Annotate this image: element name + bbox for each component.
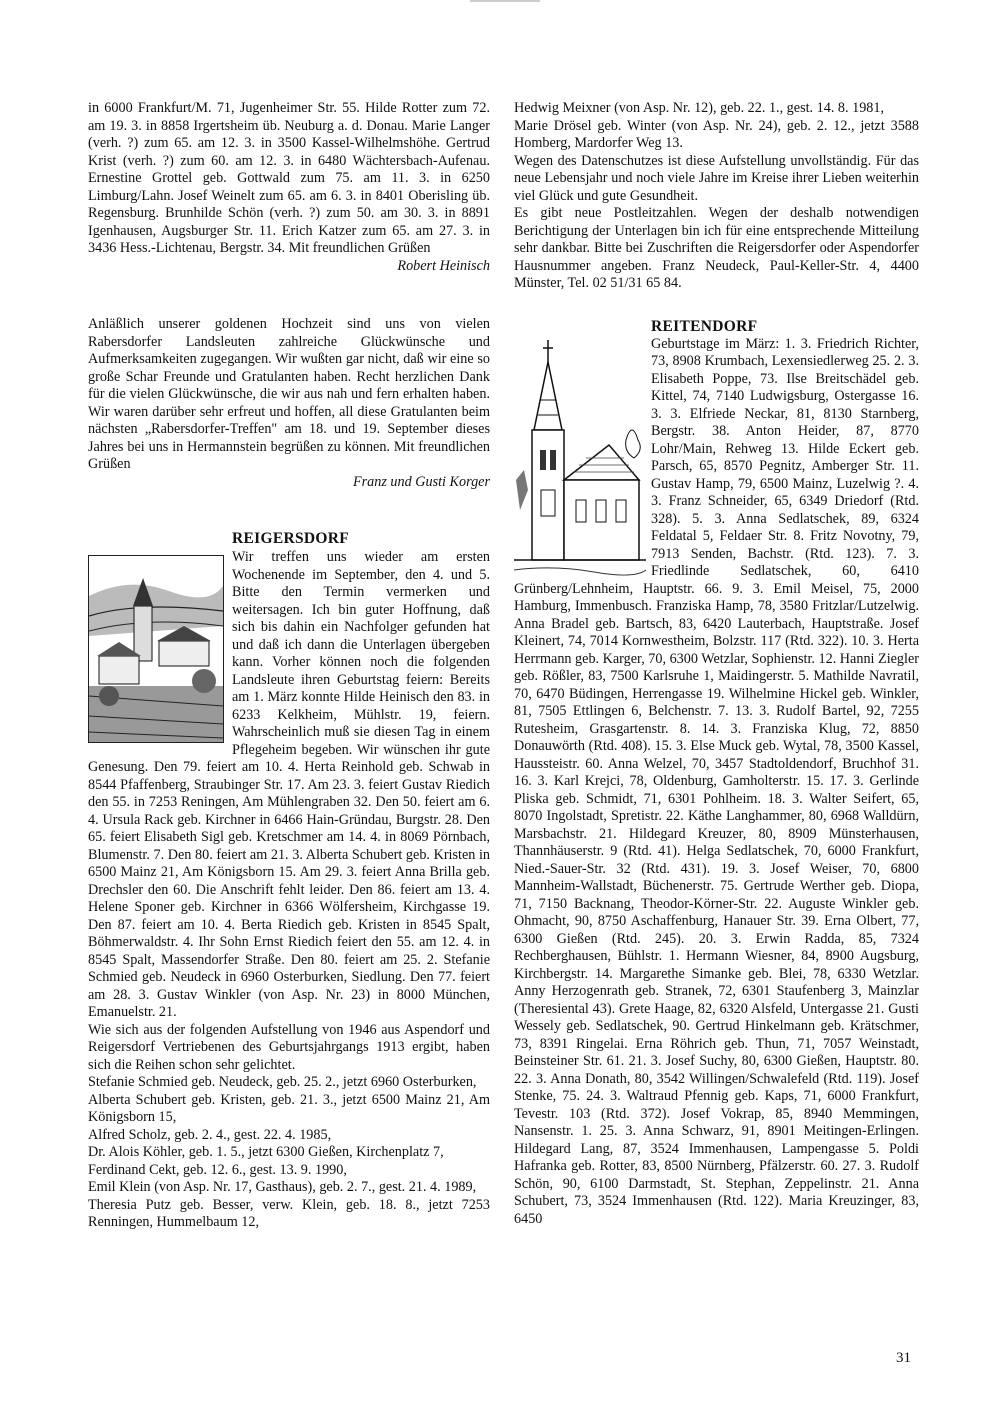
list-intro: Wie sich aus der folgenden Aufstellung von 1946 aus Aspendorf und Reigersdorf Vertriebenen des Geburtsjahrgangs 1913 ergibt, haben sich die Reihen schon sehr gelichtet. (88, 1021, 490, 1073)
list-item: Emil Klein (von Asp. Nr. 17, Gasthaus), geb. 2. 7., gest. 21. 4. 1989, (88, 1179, 477, 1195)
list-item: Alfred Scholz, geb. 2. 4., gest. 22. 4. 1985, (88, 1126, 332, 1143)
list-item: Alberta Schubert geb. Kristen, geb. 21. 3., jetzt 6500 Mainz 21, Am Königsborn 15, (88, 1091, 490, 1125)
right-top-paragraph: Wegen des Datenschutzes ist diese Aufstellung unvollständig. Für das neue Lebensjahr und noch viele Jahre im Kreise ihrer Lieben weiterhin viel Glück und gute Gesundheit. (514, 152, 919, 204)
reitendorf-heading: REITENDORF (651, 318, 758, 335)
list-item: Hedwig Meixner (von Asp. Nr. 12), geb. 22. 1., gest. 14. 8. 1981, (514, 100, 885, 116)
right-top-block (514, 100, 919, 293)
reitendorf-block (514, 318, 919, 1228)
page-number: 31 (896, 1350, 911, 1366)
list-item: Marie Drösel geb. Winter (von Asp. Nr. 24), geb. 2. 12., jetzt 3588 Homberg, Mardorfer Weg 13. (514, 117, 919, 151)
reigersdorf-intro: Wir treffen uns wieder am ersten Wochenende im September, den 4. und 5. Bitte den Termin vermerken und weitersagen. Ich bin guter Hoffnung, daß sich bis dahin ein Nachfolger gefunden hat und daß ich dann die Unterlagen übergeben kann. Vorher können noch die folgenden Landsleute ihren Geburtstag feiern: Bereits am 1. März konnte Hilde Heinisch den 83. in 6233 Kelkheim, Mühlstr. 19, feiern. Wahrscheinlich muß sie diesen Tag in einem Pflegeheim begeben. Wir wünschen ihr gute Genesung. Den 79. feiert am 10. 4. Herta Reinhold geb. Schwab in 8544 Pfaffenberg, Straubinger Str. 17. Am 23. 3. feiert Gustav Riedich den 55. in 7253 Reningen, Am Mühlengraben 32. Den 50. feiert am 6. 4. Ursula Rack geb. Kirchner in 6466 Hain-Gründau, Burgstr. 28. Den 65. feiert Elisabeth Sigl geb. Kretschmer am 14. 4. in 8069 Pörnbach, Blumenstr. 7. Den 80. feiert am 21. 3. Alberta Schubert geb. Kristen in 6500 Mainz 21, Am Königsborn 15. Am 29. 3. feiert Anna Brilla geb. Drechsler den 60. Die Anschrift fehlt leider. Den 86. feiert am 13. 4. Helene Sponer geb. Kirchner in 6366 Wölfersheim, Kirchgasse 19. Den 87. feiert am 10. 4. Berta Riedich geb. Kristen in 8545 Spalt, Böhmerwaldstr. 4. Ihr Sohn Ernst Riedich feiert den 55. am 12. 4. in 8545 Spalt, Massendorfer Straße. Den 80. feiert am 25. 2. Stefanie Schmied geb. Neudeck in 6960 Osterburken, Siedlung. Den 77. feiert am 28. 3. Gustav Winkler (von Asp. Nr. 23) in 8000 München, Emanuelstr. 21. (88, 549, 490, 1020)
figure-float-spacer (514, 318, 651, 576)
left-top-signature: Robert Heinisch (397, 257, 490, 274)
left-mid-signature: Franz und Gusti Korger (352, 473, 490, 490)
left-top-block (88, 100, 490, 275)
figure-float-spacer (88, 549, 232, 745)
list-item: Stefanie Schmied geb. Neudeck, geb. 25. 2., jetzt 6960 Osterburken, (88, 1074, 477, 1090)
reigersdorf-heading: REIGERSDORF (232, 530, 349, 547)
left-top-text: in 6000 Frankfurt/M. 71, Jugenheimer Str. 55. Hilde Rotter zum 72. am 19. 3. in 8858 Irgertsheim üb. Neuburg a. d. Donau. Marie Langer (verh. ?) zum 65. am 12. 3. in 3500 Kassel-Wilhelmshöhe. Gertrud Krist (verh. ?) zum 60. am 12. 3. in 6480 Wächtersbach-Aufenau. Ernestine Grottel geb. Gottwald zum 75. am 11. 3. in 6250 Limburg/Lahn. Josef Weinelt zum 65. am 6. 3. in 8401 Oberisling üb. Regensburg. Brunhilde Schön (verh. ?) zum 50. am 30. 3. in 8891 Igenhausen, Augsburger Str. 11. Erich Katzer zum 65. am 27. 3. in 3436 Hess.-Lichtenau, Bergstr. 34. Mit freundlichen Grüßen (88, 100, 490, 256)
top-scan-mark (470, 0, 540, 2)
left-mid-text: Anläßlich unserer goldenen Hochzeit sind uns von vielen Rabersdorfer Landsleuten zahlreiche Glückwünsche und Aufmerksamkeiten zugegangen. Wir wußten gar nicht, daß wir eine so große Schar Freunde und Gratulanten haben. Recht herzlichen Dank für die vielen Glückwünsche, die wir aus nah und fern erhalten haben. Wir waren darüber sehr erfreut und hoffen, all diese Gratulanten beim nächsten „Rabersdorfer-Treffen" am 18. und 19. September dieses Jahres bei uns in Hermannstein begrüßen zu können. Mit freundlichen Grüßen (88, 316, 490, 472)
reigersdorf-heading-block (232, 530, 490, 548)
reigersdorf-block (88, 549, 490, 1232)
list-item: Ferdinand Cekt, geb. 12. 6., gest. 13. 9. 1990, (88, 1161, 347, 1178)
right-top-paragraph: Es gibt neue Postleitzahlen. Wegen der deshalb notwendigen Berichtigung der Unterlagen bin ich für eine entsprechende Mitteilung sehr dankbar. Bitte bei Zuschriften die Reigersdorfer oder Aspendorfer Hausnummer angeben. Franz Neudeck, Paul-Keller-Str. 4, 4400 Münster, Tel. 02 51/31 65 84. (514, 205, 919, 291)
reitendorf-text: Geburtstage im März: 1. 3. Friedrich Richter, 73, 8908 Krumbach, Lexensiedlerweg 25. 2. 3. Elisabeth Poppe, 73. Ilse Breitschädel geb. Kittel, 74, 7140 Ludwigsburg, Ostergasse 16. 3. 3. Elfriede Neckar, 81, 8130 Starnberg, Bergstr. 38. Anton Heider, 87, 8770 Lohr/Main, Rehweg 13. Hilde Eckert geb. Parsch, 65, 8570 Pegnitz, Amberger Str. 11. Gustav Hamp, 79, 6500 Mainz, Luzelwig ?. 4. 3. Franz Schneider, 65, 6349 Driedorf (Rtd. 328). 5. 3. Anna Sedlatschek, 89, 6324 Feldatal 5, Feldaer Str. 8. Fritz Novotny, 79, 7913 Senden, Bachstr. (Rtd. 123). 7. 3. Friedlinde Sedlatschek, 60, 6410 Grünberg/Lehnheim, Hauptstr. 66. 9. 3. Emil Meisel, 75, 2000 Hamburg, Immenbusch. Franziska Hamp, 78, 3580 Fritzlar/Lutzelwig. Anna Bradel geb. Bartsch, 83, 6420 Lauterbach, Hauptstraße. Josef Kleinert, 74, 7014 Kornwestheim, Bolzstr. 117 (Rtd. 322). 10. 3. Herta Herrmann geb. Karger, 70, 6300 Wetzlar, Sophienstr. 12. Hanni Ziegler geb. Rößler, 83, 7500 Karlsruhe 1, Maidingerstr. 5. Mathilde Navratil, 70, 6470 Büdingen, Herrengasse 19. Wilhelmine Hickel geb. Winkler, 81, 7505 Ettlingen 6, Belchenstr. 7. 13. 3. Rudolf Bartel, 92, 7255 Rutesheim, Grasgartenstr. 8. 14. 3. Franziska Klug, 72, 8850 Donauwörth (Rtd. 408). 15. 3. Else Muck geb. Wytal, 78, 3500 Kassel, Haussteistr. 60. Anna Welzel, 70, 3457 Stadtoldendorf, Bruchhof 31. 16. 3. Karl Krejci, 78, Oldenburg, Gamholterstr. 15. 17. 3. Gerlinde Pliska geb. Schmidt, 71, 6301 Pohlheim. 18. 3. Walter Seifert, 65, 8070 Ingolstadt, Spretistr. 22. Käthe Langhammer, 80, 6968 Walldürn, Marsbachstr. 21. Hildegard Kreuzer, 80, 8909 Münsterhausen, Thannhäuserstr. 9 (Rtd. 41). Helga Sedlatschek, 70, 6000 Frankfurt, Nied.-Sauer-Str. 32 (Rtd. 431). 19. 3. Josef Weiser, 70, 6800 Mannheim-Wallstadt, Büchenerstr. 75. Gertrude Werther geb. Diopa, 71, 7150 Backnang, Theodor-Körner-Str. 22. Auguste Winkler geb. Ohmacht, 90, 8750 Aschaffenburg, Hanauer Str. 39. Erna Olbert, 77, 6300 Gießen (Rtd. 245). 20. 3. Erwin Radda, 85, 7324 Rechberghausen, Bühlstr. 1. Hermann Wiesner, 84, 8900 Augsburg, Kirchbergstr. 14. Margarethe Simanke geb. Blei, 78, 6330 Wetzlar. Anny Herzogenrath geb. Stranek, 72, 6301 Staufenberg 3, Mainzlar (Theresiental 43). Grete Haage, 82, 6320 Alsfeld, Untergasse 21. Gusti Wessely geb. Sedlatschek, 90. Gertrud Hinkelmann geb. Krätschmer, 73, 8391 Ringelai. Erna Röhrich geb. Thun, 71, 7057 Weinstadt, Beinsteiner Str. 61. 21. 3. Josef Suchy, 80, 6300 Gießen, Hauptstr. 80. 22. 3. Anna Donath, 80, 3542 Willingen/Schwalefeld (Rtd. 119). Josef Stenke, 75. 24. 3. Waltraud Pfennig geb. Kaps, 71, 6000 Frankfurt, Tevestr. 103 (Rtd. 372). Josef Vokrap, 85, 8940 Memmingen, Nansenstr. 1. 25. 3. Anna Schwarz, 91, 8901 Meitingen-Erlingen. Hildegard Lang, 87, 3524 Immenhausen, Lampengasse 5. Poldi Hafranka geb. Rotter, 83, 8500 Nürnberg, Pfälzerstr. 60. 27. 3. Rudolf Schön, 90, 6100 Darmstadt, St. Stephan, Zeppelinstr. 21. Anna Schubert, 73, 3524 Immenhausen (Rtd. 122). Maria Kreuzinger, 83, 6450 (514, 335, 919, 1227)
list-item: Dr. Alois Köhler, geb. 1. 5., jetzt 6300 Gießen, Kirchenplatz 7, (88, 1144, 444, 1160)
left-mid-block (88, 316, 490, 491)
list-item: Theresia Putz geb. Besser, verw. Klein, geb. 18. 8., jetzt 7253 Renningen, Hummelbaum 12, (88, 1196, 490, 1230)
